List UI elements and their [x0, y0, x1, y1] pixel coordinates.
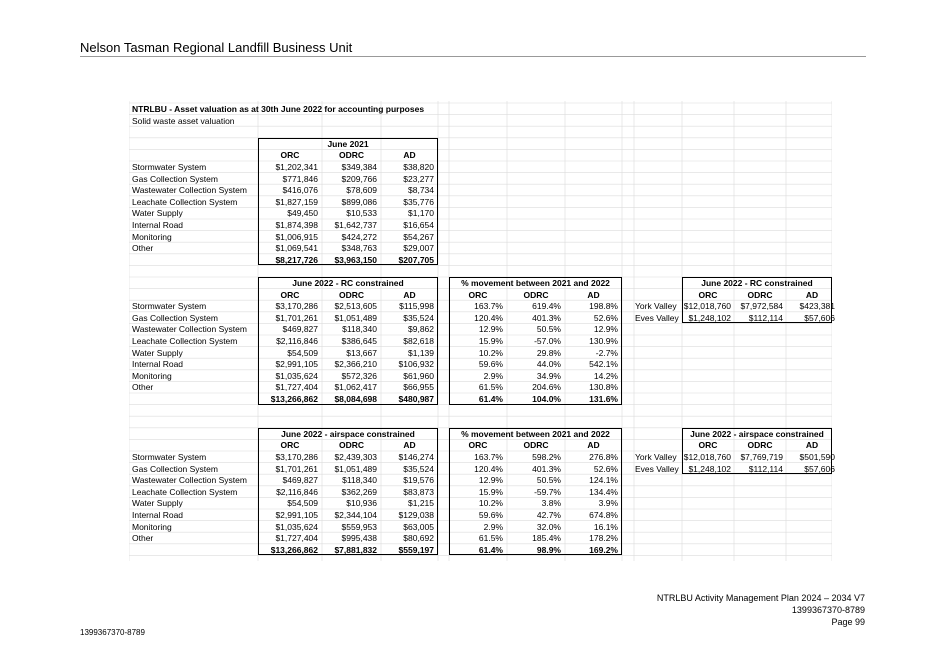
table-site-airspace-site: Eves Valley: [635, 463, 679, 474]
table-june-2022-airspace-cell: $80,692: [403, 533, 434, 544]
table-movement-rc-cell: -2.7%: [595, 347, 618, 358]
table-june-2021-cell: $899,086: [341, 196, 377, 207]
table-movement-rc-col-head: AD: [587, 289, 600, 300]
table-june-2022-rc-total: $8,084,698: [334, 394, 377, 404]
footer-doc-id: 1399367370-8789: [791, 605, 865, 615]
row-label: Gas Collection System: [132, 463, 218, 474]
table-june-2022-rc-col-head: AD: [403, 289, 416, 300]
table-june-2022-airspace-total: $7,881,832: [334, 544, 377, 555]
table-june-2021-total: $3,963,150: [334, 254, 377, 265]
table-june-2022-rc-cell: $54,509: [287, 347, 318, 358]
table-june-2021-cell: $209,766: [341, 173, 377, 184]
table-movement-rc-total: 131.6%: [589, 394, 618, 404]
table-june-2022-airspace-cell: $1,701,261: [275, 463, 318, 474]
table-movement-airspace-total: 98.9%: [536, 544, 561, 555]
table-movement-airspace-total: 61.4%: [478, 544, 503, 555]
row-label: Internal Road: [132, 359, 184, 370]
table-movement-rc-cell: 130.9%: [589, 336, 618, 346]
table-site-rc-site: York Valley: [635, 301, 677, 312]
table-june-2021-cell: $1,006,915: [275, 231, 318, 242]
table-june-2022-airspace-cell: $1,051,489: [334, 463, 377, 474]
row-label: Water Supply: [132, 208, 183, 219]
table-june-2022-rc-cell: $1,062,417: [334, 382, 377, 393]
footer-doc-id-left: 1399367370-8789: [80, 628, 145, 637]
table-movement-airspace-cell: 120.4%: [474, 463, 503, 474]
table-june-2022-rc-col-head: ORC: [280, 289, 300, 300]
table-june-2022-airspace-cell: $2,116,846: [276, 486, 318, 497]
table-movement-airspace-cell: 163.7%: [474, 452, 503, 462]
table-site-airspace-cell: $1,248,102: [688, 463, 731, 474]
table-june-2022-rc-total: $480,987: [398, 394, 434, 404]
table-movement-airspace-cell: 42.7%: [536, 510, 561, 520]
table-movement-rc-total: 104.0%: [532, 394, 561, 404]
table-movement-rc-cell: 61.5%: [478, 382, 503, 393]
table-june-2022-rc-col-head: ODRC: [338, 289, 365, 300]
table-june-2022-airspace-cell: $54,509: [287, 498, 318, 509]
table-june-2022-airspace-cell: $2,991,105: [275, 510, 318, 520]
row-label: Water Supply: [132, 347, 183, 358]
spreadsheet-image: [129, 101, 835, 561]
table-june-2022-rc-cell: $35,524: [403, 312, 434, 323]
table-june-2022-rc-cell: $13,667: [346, 347, 377, 358]
table-movement-airspace-cell: 276.8%: [589, 452, 618, 462]
table-june-2022-airspace-cell: $146,274: [398, 452, 434, 462]
table-movement-rc-cell: 44.0%: [536, 359, 561, 370]
table-june-2021-col-head: ORC: [280, 150, 300, 161]
table-site-airspace-cell: $12,018,760: [683, 452, 731, 462]
row-label: Wastewater Collection System: [132, 185, 247, 196]
table-june-2021-cell: $348,763: [341, 243, 377, 254]
table-june-2021-cell: $1,642,737: [334, 220, 377, 230]
row-label: Gas Collection System: [132, 173, 218, 184]
row-label: Monitoring: [132, 521, 172, 532]
table-june-2021-col-head: ODRC: [338, 150, 365, 161]
table-june-2022-rc-cell: $106,932: [398, 359, 434, 370]
table-june-2021-cell: $16,654: [403, 220, 434, 230]
table-movement-airspace-cell: 134.4%: [589, 486, 618, 497]
sheet-subtitle: Solid waste asset valuation: [132, 115, 235, 126]
table-june-2021-cell: $1,170: [408, 208, 434, 219]
footer-plan: NTRLBU Activity Management Plan 2024 – 2034 V7: [656, 593, 865, 603]
table-movement-rc-cell: 59.6%: [478, 359, 503, 370]
table-june-2022-rc-cell: $2,991,105: [275, 359, 318, 370]
table-june-2021-cell: $54,267: [403, 231, 434, 242]
table-june-2022-airspace-cell: $35,524: [403, 463, 434, 474]
page-header: Nelson Tasman Regional Landfill Business Unit: [80, 40, 353, 55]
table-june-2021-cell: $78,609: [346, 185, 377, 196]
table-june-2021-cell: $1,874,398: [275, 220, 318, 230]
row-label: Other: [132, 533, 154, 544]
table-movement-airspace-cell: 15.9%: [478, 486, 503, 497]
table-movement-airspace-col-head: AD: [587, 440, 600, 451]
table-site-rc-cell: $57,606: [804, 312, 835, 323]
table-june-2021-cell: $8,734: [408, 185, 434, 196]
table-movement-airspace-total: 169.2%: [589, 544, 618, 555]
table-june-2022-airspace-cell: $2,344,104: [334, 510, 377, 520]
table-june-2022-airspace-col-head: ODRC: [338, 440, 365, 451]
table-june-2022-rc-cell: $1,139: [408, 347, 434, 358]
table-june-2022-rc-cell: $9,862: [408, 324, 434, 335]
table-june-2022-rc-cell: $66,955: [403, 382, 434, 393]
row-label: Wastewater Collection System: [132, 324, 247, 335]
table-movement-rc-cell: 204.6%: [532, 382, 561, 393]
table-june-2021-cell: $23,277: [403, 173, 434, 184]
table-june-2022-rc-cell: $2,513,605: [334, 301, 377, 312]
table-movement-airspace-cell: 3.9%: [598, 498, 618, 509]
table-site-airspace-col-head: ODRC: [747, 440, 773, 451]
table-movement-airspace-cell: 3.8%: [541, 498, 561, 509]
table-movement-rc-cell: 29.8%: [536, 347, 561, 358]
table-june-2022-rc-cell: $386,645: [341, 336, 377, 346]
table-movement-rc-cell: 198.8%: [589, 301, 618, 312]
table-june-2021-cell: $1,827,159: [275, 196, 318, 207]
table-site-rc-cell: $7,972,584: [740, 301, 783, 312]
table-june-2021-cell: $424,272: [341, 231, 377, 242]
table-movement-airspace-cell: 12.9%: [478, 475, 503, 486]
table-june-2022-rc-cell: $2,116,846: [276, 336, 318, 346]
table-june-2022-rc-cell: $469,827: [282, 324, 318, 335]
table-site-rc-col-head: AD: [805, 289, 819, 300]
table-movement-airspace-cell: 2.9%: [483, 521, 503, 532]
table-site-airspace-title: June 2022 - airspace constrained: [690, 428, 824, 439]
table-june-2022-rc-cell: $2,366,210: [334, 359, 377, 370]
table-june-2022-airspace-cell: $469,827: [282, 475, 318, 486]
table-site-rc-cell: $423,381: [799, 301, 835, 312]
table-june-2021-total: $8,217,726: [275, 254, 318, 265]
table-movement-airspace-cell: 185.4%: [532, 533, 561, 544]
table-movement-airspace-cell: 674.8%: [589, 510, 618, 520]
table-site-rc-title: June 2022 - RC constrained: [701, 278, 813, 288]
table-june-2022-rc-cell: $82,618: [403, 336, 434, 346]
table-june-2022-rc-cell: $1,051,489: [334, 312, 377, 323]
table-june-2022-airspace-cell: $362,269: [341, 486, 377, 497]
table-movement-rc-cell: 14.2%: [593, 370, 618, 381]
table-june-2022-rc-cell: $1,727,404: [275, 382, 318, 393]
table-june-2022-airspace-cell: $995,438: [341, 533, 377, 544]
row-label: Leachate Collection System: [132, 336, 238, 346]
table-june-2022-airspace-total: $559,197: [398, 544, 434, 555]
table-movement-rc-cell: 12.9%: [593, 324, 618, 335]
table-june-2021-cell: $49,450: [287, 208, 318, 219]
table-june-2022-rc-cell: $3,170,286: [275, 301, 318, 312]
table-june-2022-rc-cell: $572,326: [341, 370, 377, 381]
table-june-2021-cell: $771,846: [282, 173, 318, 184]
table-movement-airspace-cell: 32.0%: [536, 521, 561, 532]
table-june-2021-cell: $416,076: [282, 185, 318, 196]
table-june-2022-airspace-cell: $10,936: [346, 498, 377, 509]
row-label: Stormwater System: [132, 452, 207, 462]
table-site-airspace-col-head: AD: [805, 440, 819, 451]
table-site-rc-site: Eves Valley: [635, 312, 679, 323]
row-label: Other: [132, 382, 154, 393]
table-june-2022-airspace-cell: $63,005: [403, 521, 434, 532]
table-movement-airspace-cell: 16.1%: [593, 521, 618, 532]
row-label: Internal Road: [132, 510, 184, 520]
table-movement-rc-cell: 542.1%: [589, 359, 618, 370]
table-june-2022-rc-cell: $118,340: [342, 324, 377, 335]
table-movement-airspace-cell: 50.5%: [536, 475, 561, 486]
row-label: Stormwater System: [132, 301, 207, 312]
table-movement-airspace-col-head: ODRC: [523, 440, 549, 451]
table-site-rc-col-head: ORC: [698, 289, 718, 300]
table-movement-rc-cell: 619.4%: [532, 301, 561, 312]
table-june-2022-airspace-title: June 2022 - airspace constrained: [281, 428, 415, 439]
table-june-2022-rc-total: $13,266,862: [270, 394, 318, 404]
table-movement-airspace-cell: 59.6%: [478, 510, 503, 520]
table-june-2021-cell: $1,202,341: [275, 162, 318, 172]
table-june-2021-cell: $349,384: [341, 162, 377, 172]
table-movement-airspace-cell: 178.2%: [589, 533, 618, 544]
row-label: Monitoring: [132, 370, 172, 381]
table-june-2022-airspace-cell: $1,035,624: [275, 521, 318, 532]
footer-info: [657, 592, 865, 628]
table-june-2022-airspace-cell: $19,576: [403, 475, 434, 486]
table-movement-rc-cell: 130.8%: [589, 382, 618, 393]
table-movement-rc-cell: 2.9%: [483, 370, 503, 381]
table-june-2022-rc-cell: $1,701,261: [275, 312, 318, 323]
table-june-2022-rc-cell: $61,960: [403, 370, 434, 381]
table-movement-rc-total: 61.4%: [478, 394, 503, 404]
table-june-2021-cell: $38,820: [403, 162, 434, 172]
table-site-rc-col-head: ODRC: [747, 289, 773, 300]
table-movement-airspace-col-head: ORC: [468, 440, 488, 451]
table-movement-rc-cell: 120.4%: [474, 312, 503, 323]
row-label: Wastewater Collection System: [132, 475, 247, 486]
table-site-airspace-cell: $7,769,719: [740, 452, 783, 462]
table-site-airspace-site: York Valley: [635, 452, 677, 462]
table-movement-rc-cell: 34.9%: [536, 370, 561, 381]
table-movement-airspace-cell: -59.7%: [534, 486, 561, 497]
table-site-airspace-cell: $57,606: [804, 463, 835, 474]
table-site-airspace-col-head: ORC: [698, 440, 718, 451]
table-june-2022-rc-cell: $115,998: [399, 301, 434, 312]
row-label: Leachate Collection System: [132, 486, 238, 497]
table-june-2022-rc-title: June 2022 - RC constrained: [292, 278, 404, 288]
table-june-2022-airspace-col-head: ORC: [280, 440, 300, 451]
table-movement-rc-cell: 10.2%: [478, 347, 503, 358]
table-movement-airspace-cell: 598.2%: [532, 452, 561, 462]
table-june-2022-airspace-col-head: AD: [403, 440, 416, 451]
row-label: Internal Road: [132, 220, 184, 230]
table-movement-rc-col-head: ORC: [468, 289, 488, 300]
table-movement-rc-cell: 15.9%: [478, 336, 503, 346]
row-label: Water Supply: [132, 498, 183, 509]
table-movement-rc-cell: -57.0%: [534, 336, 561, 346]
row-label: Leachate Collection System: [132, 196, 238, 207]
table-movement-airspace-cell: 10.2%: [478, 498, 503, 509]
table-site-airspace-cell: $112,114: [748, 463, 783, 474]
row-label: Stormwater System: [132, 162, 207, 172]
table-june-2021-cell: $29,007: [403, 243, 434, 254]
table-movement-rc-col-head: ODRC: [523, 289, 549, 300]
table-movement-rc-title: % movement between 2021 and 2022: [461, 278, 610, 288]
table-june-2021-cell: $10,533: [346, 208, 377, 219]
table-movement-airspace-cell: 52.6%: [593, 463, 618, 474]
table-site-rc-cell: $12,018,760: [683, 301, 731, 312]
table-movement-airspace-cell: 61.5%: [478, 533, 503, 544]
table-june-2022-airspace-cell: $559,953: [341, 521, 377, 532]
table-june-2021-col-head: AD: [403, 150, 416, 161]
table-june-2022-airspace-cell: $3,170,286: [275, 452, 318, 462]
table-june-2021-cell: $1,069,541: [275, 243, 318, 254]
table-movement-rc-cell: 163.7%: [474, 301, 503, 312]
footer-page-number: Page 99: [831, 617, 865, 627]
header-rule: [80, 56, 866, 57]
table-june-2022-airspace-cell: $1,727,404: [275, 533, 318, 544]
table-june-2022-airspace-cell: $2,439,303: [334, 452, 377, 462]
sheet-title: NTRLBU - Asset valuation as at 30th June 2022 for accounting purposes: [132, 104, 425, 114]
table-site-rc-cell: $1,248,102: [688, 312, 731, 323]
table-june-2021-title: June 2021: [327, 138, 369, 149]
table-movement-rc-cell: 401.3%: [532, 312, 561, 323]
row-label: Other: [132, 243, 154, 254]
row-label: Gas Collection System: [132, 312, 218, 323]
table-june-2022-airspace-cell: $1,215: [408, 498, 434, 509]
table-june-2021-cell: $35,776: [403, 196, 434, 207]
table-site-airspace-cell: $501,590: [799, 452, 835, 462]
table-movement-airspace-cell: 401.3%: [532, 463, 561, 474]
table-movement-rc-cell: 12.9%: [478, 324, 503, 335]
table-june-2021-total: $207,705: [398, 254, 434, 265]
table-movement-rc-cell: 52.6%: [593, 312, 618, 323]
table-june-2022-airspace-total: $13,266,862: [270, 544, 318, 555]
table-movement-airspace-cell: 124.1%: [589, 475, 618, 486]
table-movement-airspace-title: % movement between 2021 and 2022: [461, 428, 610, 439]
table-movement-rc-cell: 50.5%: [536, 324, 561, 335]
table-site-rc-cell: $112,114: [748, 312, 783, 323]
table-june-2022-airspace-cell: $129,038: [398, 510, 434, 520]
table-june-2022-airspace-cell: $83,873: [403, 486, 434, 497]
row-label: Monitoring: [132, 231, 172, 242]
table-june-2022-rc-cell: $1,035,624: [275, 370, 318, 381]
table-june-2022-airspace-cell: $118,340: [342, 475, 377, 486]
